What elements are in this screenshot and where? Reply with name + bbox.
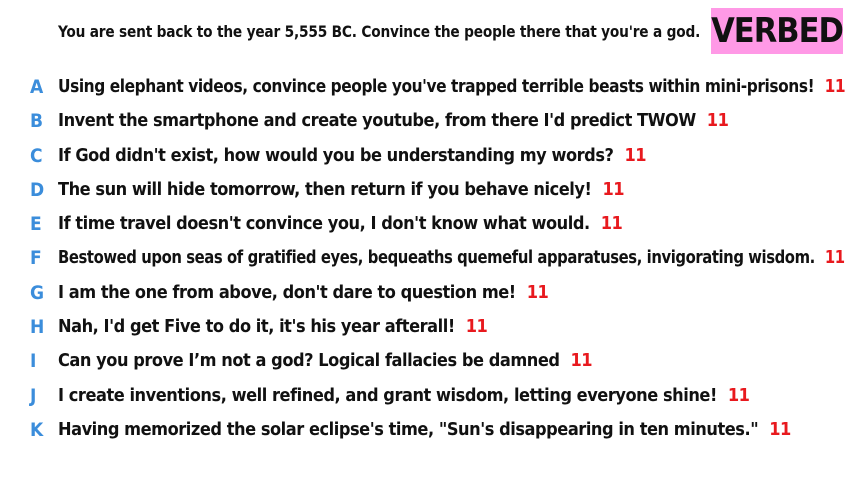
- response-letter: B: [30, 110, 44, 133]
- word-count: 11: [624, 144, 647, 166]
- response-body: Having memorized the solar eclipse's time, "Sun's disappearing in ten minutes.": [58, 418, 759, 440]
- word-count: 11: [727, 384, 750, 406]
- response-text: [58, 213, 622, 234]
- response-row: [0, 207, 853, 241]
- response-body: Nah, I'd get Five to do it, it's his year afterall!: [58, 316, 455, 338]
- word-count: 11: [769, 418, 791, 440]
- response-row: [0, 173, 853, 207]
- response-body: The sun will hide tomorrow, then return if you behave nicely!: [58, 178, 592, 200]
- response-list: [0, 70, 853, 447]
- response-letter: J: [30, 384, 37, 407]
- response-body: I create inventions, well refined, and grant wisdom, letting everyone shine!: [58, 384, 717, 406]
- word-count: 11: [570, 350, 593, 372]
- response-text: [58, 419, 791, 440]
- response-text: [58, 385, 749, 406]
- response-row: [0, 344, 853, 378]
- response-text: [58, 110, 728, 131]
- response-row: [0, 139, 853, 173]
- response-letter: K: [30, 418, 44, 441]
- response-letter: E: [30, 213, 42, 236]
- response-body: If God didn't exist, how would you be understanding my words?: [58, 144, 614, 166]
- word-count: 11: [526, 281, 549, 303]
- response-text: [58, 145, 646, 166]
- word-count: 11: [824, 76, 846, 97]
- response-body: Can you prove I’m not a god? Logical fallacies be damned: [58, 350, 560, 372]
- response-text: [58, 76, 845, 97]
- word-count: 11: [600, 213, 623, 235]
- response-body: If time travel doesn't convince you, I don't know what would.: [58, 213, 590, 235]
- response-body: I am the one from above, don't dare to question me!: [58, 281, 516, 303]
- response-row: [0, 413, 853, 447]
- response-row: [0, 241, 853, 275]
- response-text: [58, 282, 548, 303]
- response-letter: C: [30, 144, 43, 167]
- response-text: [58, 247, 845, 268]
- response-letter: I: [30, 350, 37, 373]
- prompt-text: You are sent back to the year 5,555 BC. Convince the people there that you're a god.: [58, 22, 701, 41]
- response-row: [0, 276, 853, 310]
- response-row: [0, 379, 853, 413]
- response-row: [0, 310, 853, 344]
- word-count: 11: [824, 247, 845, 269]
- word-count: 11: [465, 316, 488, 338]
- response-letter: G: [30, 281, 45, 304]
- response-body: Invent the smartphone and create youtube, from there I'd predict TWOW: [58, 110, 696, 132]
- response-text: [58, 179, 624, 200]
- response-letter: D: [30, 178, 45, 201]
- word-count: 11: [706, 110, 729, 132]
- response-text: [58, 316, 487, 337]
- response-letter: A: [30, 76, 44, 98]
- response-row: [0, 70, 853, 104]
- response-body: Using elephant videos, convince people you've trapped terrible beasts within mini-prisons!: [58, 76, 815, 97]
- response-letter: H: [30, 316, 45, 339]
- response-body: Bestowed upon seas of gratified eyes, bequeaths quemeful apparatuses, invigorating wisdom.: [58, 247, 815, 269]
- response-text: [58, 350, 592, 371]
- response-letter: F: [30, 247, 42, 270]
- verbed-badge: VERBED: [711, 8, 843, 54]
- word-count: 11: [602, 178, 624, 200]
- response-row: [0, 104, 853, 138]
